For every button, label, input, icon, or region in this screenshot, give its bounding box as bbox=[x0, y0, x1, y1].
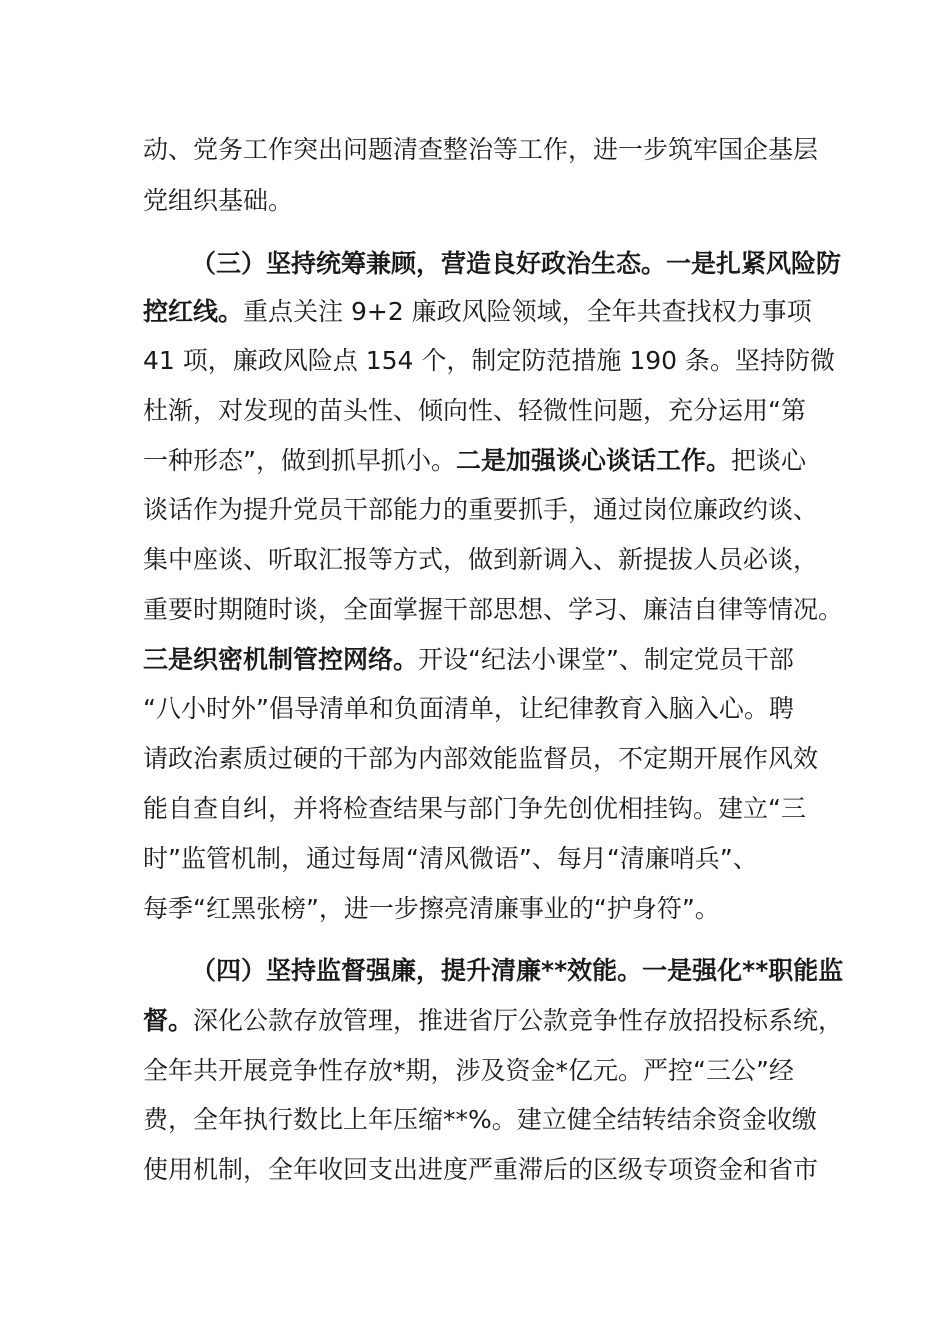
body-text: 动、党务工作突出问题清查整治等工作，进一步筑牢国企基层 bbox=[143, 135, 819, 164]
text-line bbox=[143, 635, 794, 685]
body-text: 41 项，廉政风险点 154 个，制定防范措施 190 条。坚持防微 bbox=[143, 346, 835, 375]
body-text: 一种形态”，做到抓早抓小。 bbox=[143, 446, 456, 475]
text-line bbox=[143, 1046, 794, 1096]
body-text: 深化公款存放管理，推进省厅公款竞争性存放招投标系统， bbox=[193, 1006, 844, 1035]
text-line bbox=[191, 946, 843, 996]
body-text: 时”监管机制，通过每周“清风微语”、每月“清廉哨兵”、 bbox=[143, 844, 758, 873]
text-line bbox=[143, 336, 835, 386]
body-text: 把谈心 bbox=[730, 446, 806, 475]
bold-heading-text: 控红线。 bbox=[143, 297, 244, 326]
body-text: 请政治素质过硬的干部为内部效能监督员，不定期开展作风效 bbox=[143, 744, 819, 773]
text-line bbox=[143, 1145, 818, 1195]
text-line bbox=[143, 535, 818, 585]
bold-heading-text: 督。 bbox=[143, 1006, 194, 1035]
bold-heading-text: 二是加强谈心谈话工作。 bbox=[455, 446, 731, 475]
text-line bbox=[143, 176, 293, 226]
body-text: 费，全年执行数比上年压缩**%。建立健全结转结余资金收缴 bbox=[143, 1105, 817, 1134]
body-text: 开设“纪法小课堂”、制定党员干部 bbox=[418, 645, 794, 674]
body-text: 重要时期随时谈，全面掌握干部思想、学习、廉洁自律等情况。 bbox=[143, 595, 844, 624]
body-text: 集中座谈、听取汇报等方式，做到新调入、新提拔人员必谈， bbox=[143, 545, 819, 574]
text-line bbox=[143, 884, 720, 934]
text-line bbox=[143, 834, 758, 884]
body-text: 谈话作为提升党员干部能力的重要抓手，通过岗位廉政约谈、 bbox=[143, 495, 819, 524]
text-line bbox=[143, 996, 843, 1046]
body-text: 重点关注 9+2 廉政风险领域，全年共查找权力事项 bbox=[243, 297, 812, 326]
text-line bbox=[143, 485, 818, 535]
body-text: 每季“红黑张榜”，进一步擦亮清廉事业的“护身符”。 bbox=[143, 894, 720, 923]
body-text: 杜渐，对发现的苗头性、倾向性、轻微性问题，充分运用“第 bbox=[143, 396, 806, 425]
text-line bbox=[143, 734, 818, 784]
text-line bbox=[143, 784, 806, 834]
text-line bbox=[143, 436, 806, 486]
text-line bbox=[143, 1095, 817, 1145]
body-text: 党组织基础。 bbox=[143, 186, 294, 215]
text-line bbox=[143, 125, 818, 175]
text-line bbox=[143, 386, 806, 436]
body-text: 能自查自纠，并将检查结果与部门争先创优相挂钩。建立“三 bbox=[143, 794, 806, 823]
text-line bbox=[143, 585, 843, 635]
text-line bbox=[143, 287, 812, 337]
body-text: 全年共开展竞争性存放*期，涉及资金*亿元。严控“三公”经 bbox=[143, 1056, 794, 1085]
body-text: “八小时外”倡导清单和负面清单，让纪律教育入脑入心。聘 bbox=[143, 694, 794, 723]
bold-heading-text: （四）坚持监督强廉，提升清廉**效能。一是强化**职能监 bbox=[191, 956, 844, 985]
body-text: 使用机制，全年收回支出进度严重滞后的区级专项资金和省市 bbox=[143, 1155, 819, 1184]
bold-heading-text: 三是织密机制管控网络。 bbox=[143, 645, 419, 674]
bold-heading-text: （三）坚持统筹兼顾，营造良好政治生态。一是扎紧风险防 bbox=[191, 249, 842, 278]
text-line bbox=[191, 239, 841, 289]
text-line bbox=[143, 684, 794, 734]
